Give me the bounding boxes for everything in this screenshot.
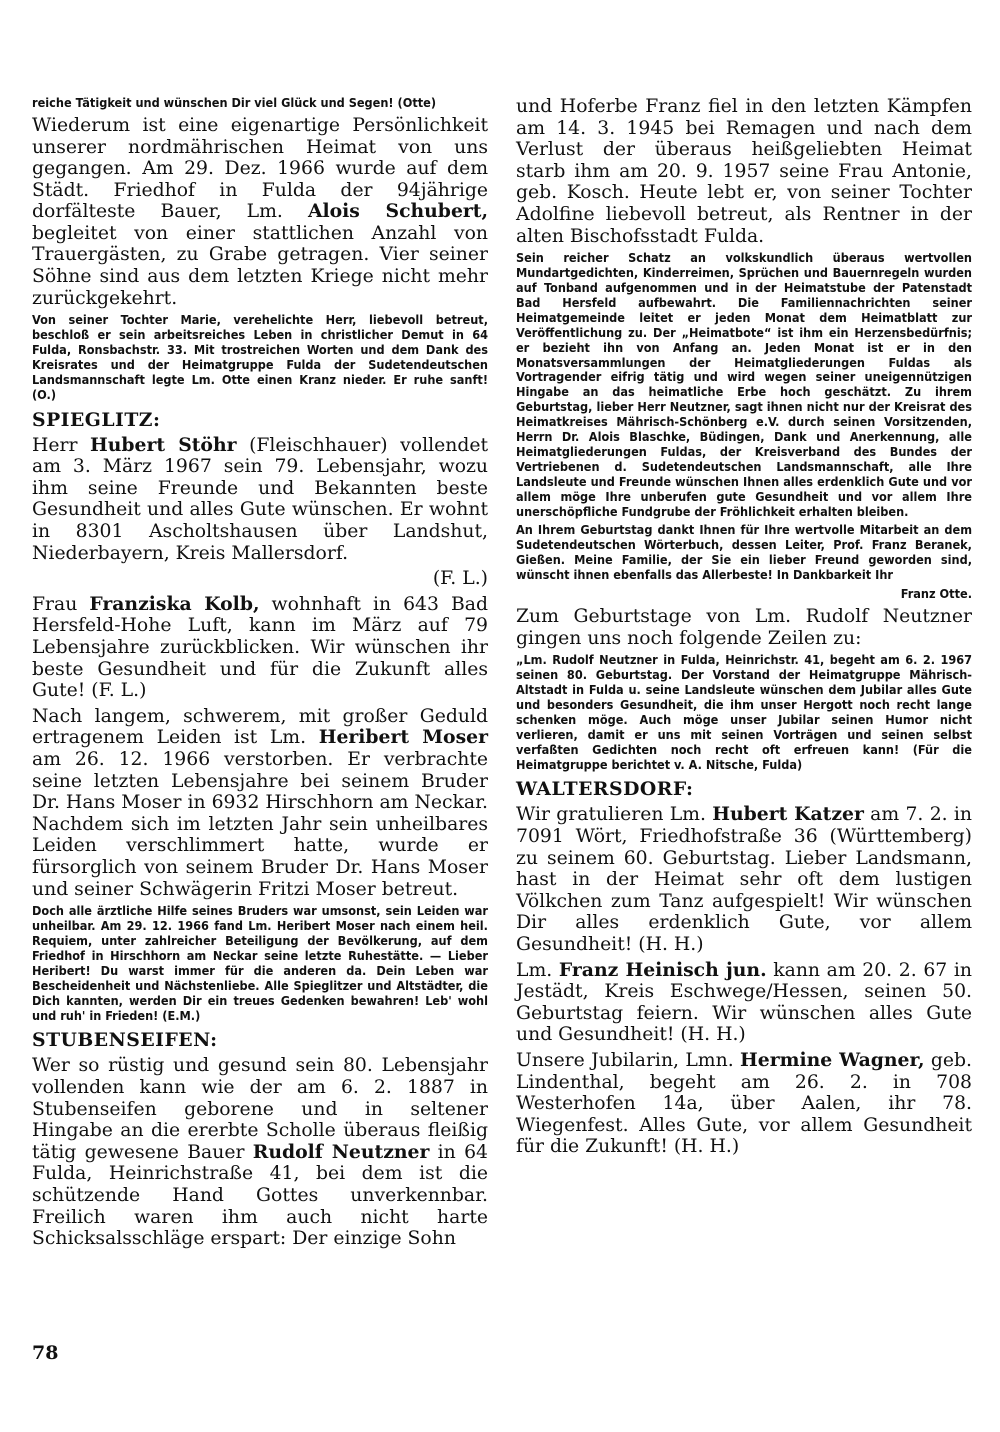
right-paragraph-4: Zum Geburtstage von Lm. Rudolf Neutzner gingen uns noch folgende Zeilen zu: [516, 606, 972, 649]
right-paragraph-8 [516, 1050, 972, 1158]
person-name: Franziska Kolb, [89, 592, 260, 615]
left-paragraph-1: reiche Tätigkeit und wünschen Dir viel Glück und Segen! (Otte) [32, 95, 437, 110]
left-column [32, 96, 488, 1254]
person-name: Franz Heinisch jun. [558, 958, 767, 981]
person-name: Hubert Stöhr [90, 433, 237, 456]
person-name: Hubert Katzer [712, 803, 864, 826]
text: Unsere Jubilarin, Lmn. [516, 1049, 741, 1071]
left-paragraph-3: Von seiner Tochter Marie, verehelichte Herr, liebevoll betreut, beschloß er sein arbeitsreiches Leben in christlicher Demut in 64 Fulda, Ronsbachstr. 33. Mit trostreichen Worten und dem Dank des Kreisrates und der Heimatgruppe Fulda der Sudetendeutschen Landsmannschaft legte Lm. Otte einen Kranz nieder. Er ruhe sanft! (O.) [32, 312, 488, 402]
right-paragraph-1: und Hoferbe Franz fiel in den letzten Kämpfen am 14. 3. 1945 bei Remagen und nach dem Verlust der überaus heißgeliebten Heimat starb ihm am 20. 9. 1957 seine Frau Antonie, geb. Kosch. Heute lebt er, von seiner Tochter Adolfine liebevoll betreut, als Rentner in der alten Bischofsstadt Fulda. [516, 96, 972, 247]
text: in 64 Fulda, Heinrichstraße 41, bei dem ist die schützende Hand Gottes unverkennbar. Freilich waren ihm auch nicht harte Schicksalsschläge erspart: Der einzige Sohn [32, 1141, 488, 1250]
text: Wir gratulieren Lm. [516, 804, 713, 826]
text: Nach langem, schwerem, mit großer Geduld ertragenem Leiden ist Lm. [32, 705, 488, 749]
left-paragraph-6 [32, 706, 488, 900]
person-name: Hermine Wagner, [740, 1048, 925, 1071]
left-paragraph-5 [32, 594, 488, 702]
text: Lm. [516, 959, 559, 981]
signature: (F. L.) [432, 568, 488, 590]
person-name: Rudolf Neutzner [252, 1140, 430, 1163]
text: wohnhaft in 643 Bad Hersfeld-Hohe Luft, kann im März auf 79 Lebensjahre zurückblicken. Wir wünschen ihr beste Gesundheit und für die Zukunft alles Gute! (F. L.) [32, 593, 489, 702]
text: geb. Lindenthal, begeht am 26. 2. in 708 Westerhofen 14a, über Aalen, ihr 78. Wiegenfest. Alles Gute, vor allem Gesundheit für die Zukunft! (H. H.) [516, 1049, 973, 1158]
text: Wiederum ist eine eigenartige Persönlichkeit unserer nordmährischen Heimat von uns gegangen. Am 29. Dez. 1966 wurde auf dem Städt. Friedhof in Fulda der 94jährige dorfälteste Bauer, Lm. [32, 114, 488, 223]
left-paragraph-4 [32, 435, 488, 565]
text: Herr [32, 434, 91, 456]
person-name: Rudolf Neutzner [552, 652, 658, 668]
right-paragraph-5 [516, 653, 972, 772]
left-paragraph-8 [32, 1055, 488, 1249]
signature: Franz Otte. [900, 586, 972, 602]
text: (Fleischhauer) vollendet am 3. März 1967 sein 79. Lebensjahr, wozu ihm seine Freunde und Bekannten beste Gesundheit und alles Gute wünschen. Er wohnt in 8301 Ascholtshausen über Landshut, Niederbayern, Kreis Mallersdorf. [32, 434, 489, 564]
left-paragraph-2 [32, 115, 488, 309]
right-column [516, 96, 972, 1162]
text: am 26. 12. 1966 verstorben. Er verbrachte seine letzten Lebensjahre bei seinem Bruder Dr. Hans Moser in 6932 Hirschhorn am Neckar. Nachdem sich im letzten Jahr sein unheilbares Leiden verschlimmert hatte, wurde er fürsorglich von seinem Bruder Dr. Hans Moser und seiner Schwägerin Fritzi Moser betreut. [32, 749, 488, 900]
page-number: 78 [32, 1342, 59, 1364]
text: begleitet von einer stattlichen Anzahl von Trauergästen, zu Grabe getragen. Vier seiner Söhne sind aus dem letzten Kriege nicht mehr zurückgekehrt. [32, 222, 488, 309]
text: kann am 20. 2. 67 in Jestädt, Kreis Eschwege/Hessen, seinen 50. Geburtstag feiern. Wir wünschen alles Gute und Gesundheit! (H. H.) [516, 959, 972, 1046]
left-paragraph-7: Doch alle ärztliche Hilfe seines Bruders war umsonst, sein Leiden war unheilbar. Am 29. 12. 1966 fand Lm. Heribert Moser nach einem heil. Requiem, unter zahlreicher Beteiligung der Bevölkerung, auf dem Friedhof in Hirschhorn am Neckar seine letzte Ruhestätte. — Lieber Heribert! Du warst immer für die anderen da. Dein Leben war Bescheidenheit und Nächstenliebe. Alle Spieglitzer und Altstädter, die Dich kannten, werden Dir ein treues Gedenken bewahren! Leb' wohl und ruh' in Frieden! (E.M.) [32, 903, 488, 1023]
section-heading-spieglitz: SPIEGLITZ: [32, 408, 161, 431]
section-heading-stubenseifen: STUBENSEIFEN: [32, 1029, 218, 1052]
text: Wer so rüstig und gesund sein 80. Lebensjahr vollenden kann wie der am 6. 2. 1887 in Stubenseifen geborene und in seltener Hingabe an die ererbte Scholle überaus fleißig tätig gewesene Bauer [32, 1055, 488, 1163]
section-heading-waltersdorf: WALTERSDORF: [516, 778, 694, 801]
right-paragraph-3: An Ihrem Geburtstag dankt Ihnen für Ihre wertvolle Mitarbeit an dem Sudetendeutschen Wörterbuch, dessen Leiter, Prof. Franz Beranek, Gießen. Meine Familie, der Sie ein lieber Freund geworden sind, wünscht ihnen ebenfalls das Allerbeste! In Dankbarkeit Ihr [516, 522, 972, 583]
text: am 7. 2. in 7091 Wört, Friedhofstraße 36 (Württemberg) zu seinem 60. Geburtstag. Lieber Landsmann, hast in der Heimat sehr oft dem lustigen Völkchen zum Tanz aufgespielt! Wir wünschen Dir alles erdenklich Gute, vor allem Gesundheit! (H. H.) [516, 804, 973, 955]
text: in Fulda, Heinrichstr. 41, begeht am 6. 2. 1967 seinen 80. Geburtstag. Der Vorstand der Heimatgruppe Mährisch-Altstadt in Fulda u. seine Landsleute wünschen dem Jubilar alles Gute und besonders Gesundheit, die ihm unser Hergott noch recht lange schenken möge. Auch möge unser Jubilar seinen Humor nicht verlieren, damit er uns mit seinen Vorträgen und seinen selbst verfaßten Gedichten noch recht oft erfreuen kann! (Für die Heimatgruppe berichtet v. A. Nitsche, Fulda) [516, 652, 973, 772]
text: Frau [32, 593, 90, 615]
person-name: Heribert Moser [318, 726, 488, 749]
right-paragraph-7 [516, 960, 972, 1046]
right-paragraph-6 [516, 804, 972, 955]
text: „Lm. [516, 652, 553, 668]
person-name: Alois Schubert, [307, 200, 488, 223]
right-paragraph-2: Sein reicher Schatz an volkskundlich überaus wertvollen Mundartgedichten, Kinderreimen, Sprüchen und Bauernregeln wurden auf Tonband aufgenommen und in der Heimatstube der Patenstadt Bad Hersfeld aufbewahrt. Die Familiennachrichten seiner Heimatgemeinde leitet er jeden Monat dem Heimatblatt zur Veröffentlichung zu. Der „Heimatbote“ ist ihm ein Herzensbedürfnis; er bezieht ihn von Anfang an. Jeden Monat ist er in den Monatsversammlungen der Heimatgliederungen Fuldas als Vortragender eifrig tätig und wird wegen seiner uneigennützigen Hingabe an das heimatliche Erbe hoch geschätzt. Zu ihrem Geburtstag, lieber Herr Neutzner, sagt ihnen nicht nur der Kreisrat des Heimatkreises Mährisch-Schönberg e.V. durch seinen Vorsitzenden, Herrn Dr. Alois Blaschke, Büdingen, Dank und Anerkennung, alle Heimatgliederungen Fuldas, der Kreisverband des Bundes der Vertriebenen d. Sudetendeutschen Landsmannschaft, alle Ihre Landsleute und Freunde wünschen Ihnen alles erdenklich Gute und vor allem möge Ihre unberufen gute Gesundheit und vor allem Ihre unerschöpfliche Fundgrube der Fröhlichkeit erhalten bleiben. [516, 250, 972, 519]
